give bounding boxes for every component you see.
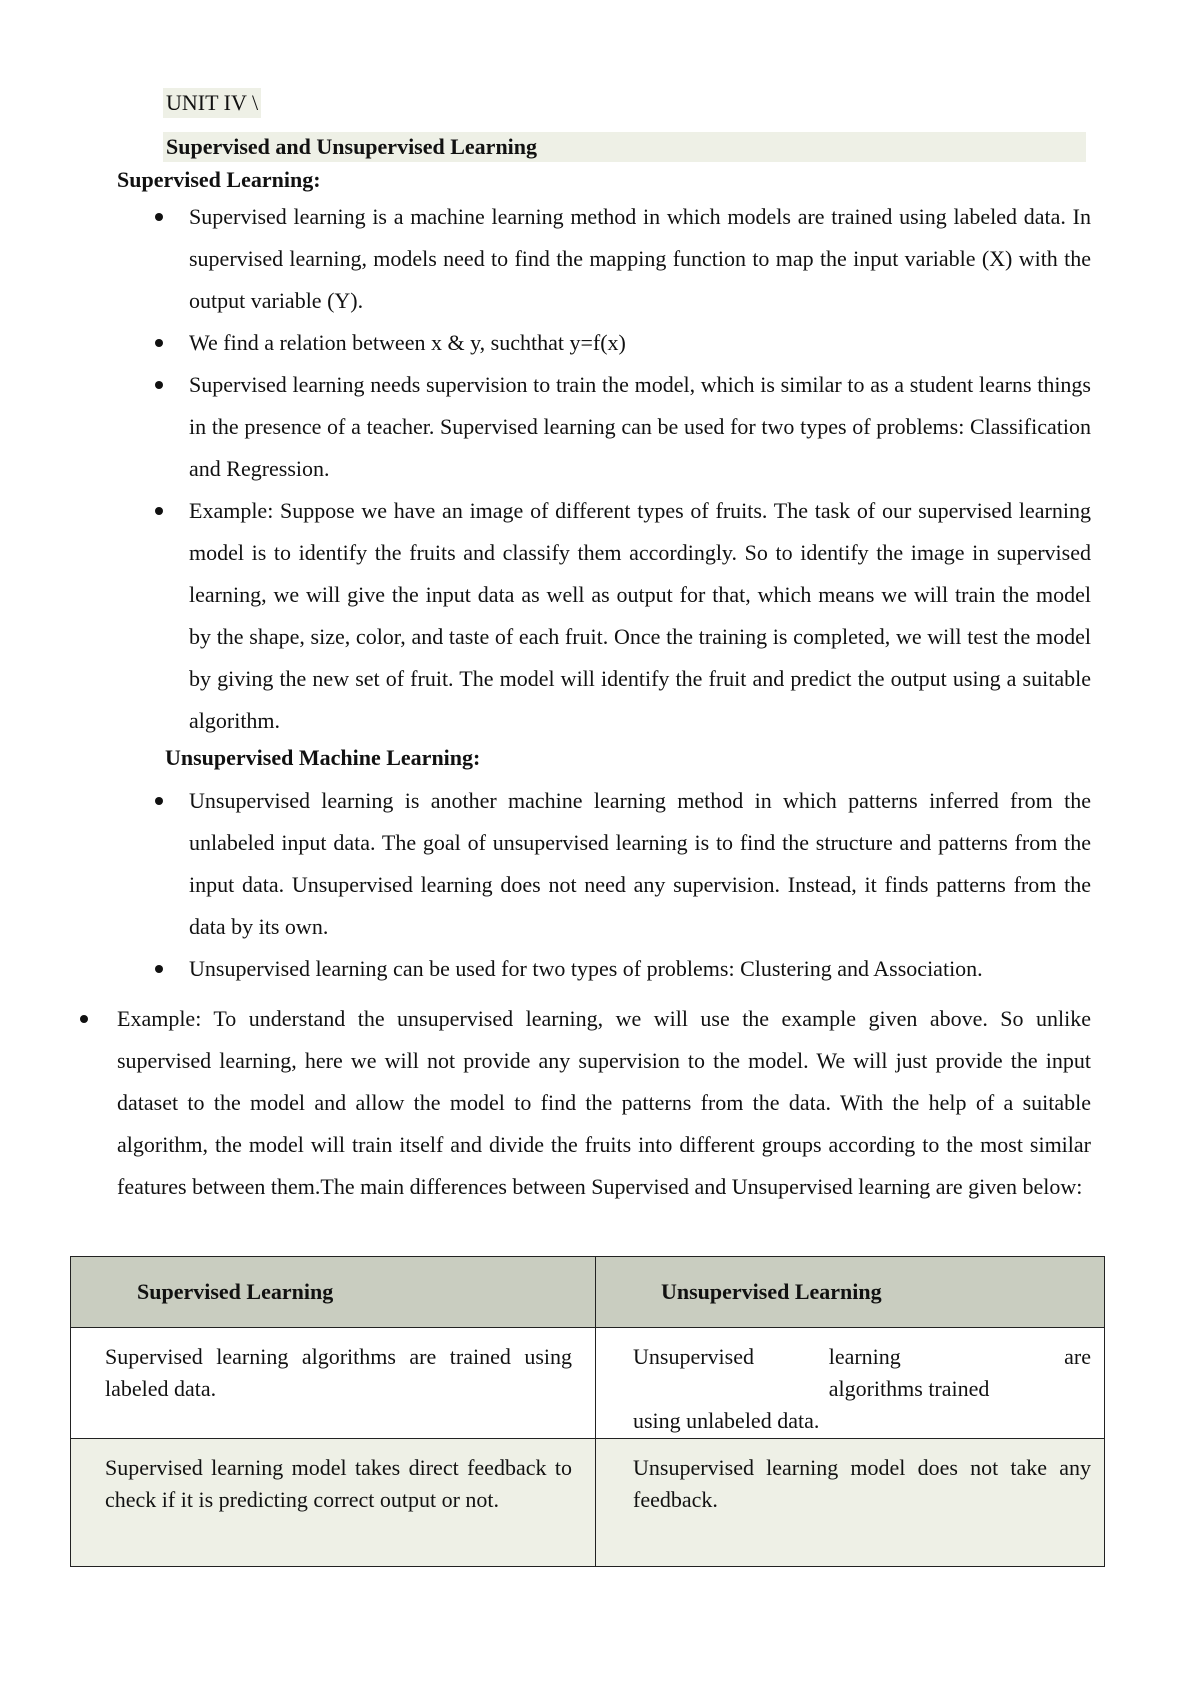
list-item: We find a relation between x & y, suchthat y=f(x)	[189, 322, 1091, 364]
list-item: Example: To understand the unsupervised learning, we will use the example given above. So unlike supervised learning, here we will not provide any supervision to the model. We will just provide the input dataset to the model and allow the model to find the patterns from the data. With the help of a suitable algorithm, the model will train itself and divide the fruits into different groups according to the most similar features between them.The main differences between Supervised and Unsupervised learning are given below:	[117, 998, 1091, 1208]
table-header-row	[71, 1257, 1105, 1328]
list-item: Example: Suppose we have an image of different types of fruits. The task of our supervised learning model is to identify the fruits and classify them accordingly. So to identify the image in supervised learning, we will give the input data as well as output for that, which means we will train the model by the shape, size, color, and taste of each fruit. Once the training is completed, we will test the model by giving the new set of fruit. The model will identify the fruit and predict the output using a suitable algorithm.	[189, 490, 1091, 742]
bullet-icon	[155, 507, 163, 515]
table-header-cell: Supervised Learning	[71, 1257, 596, 1328]
table-row	[71, 1328, 1105, 1439]
bullet-icon	[80, 1015, 88, 1023]
table-cell: Supervised learning algorithms are trained using labeled data.	[71, 1328, 596, 1439]
table-cell: Unsupervised learning algorithms trained are using unlabeled data.	[596, 1328, 1105, 1439]
comparison-table	[70, 1256, 1105, 1567]
table-cell: Supervised learning model takes direct feedback to check if it is predicting correct output or not.	[71, 1439, 596, 1567]
table-cell: Unsupervised learning model does not take any feedback.	[596, 1439, 1105, 1567]
supervised-bullet-list	[189, 196, 1091, 742]
unit-title: UNIT IV \	[163, 88, 261, 118]
bullet-icon	[155, 965, 163, 973]
bullet-icon	[155, 797, 163, 805]
table-header-cell: Unsupervised Learning	[596, 1257, 1105, 1328]
example-bullet-list	[117, 998, 1091, 1208]
supervised-heading: Supervised Learning:	[117, 167, 321, 192]
bullet-icon	[155, 381, 163, 389]
table-row	[71, 1439, 1105, 1567]
list-item: Unsupervised learning is another machine learning method in which patterns inferred from the unlabeled input data. The goal of unsupervised learning is to find the structure and patterns from the input data. Unsupervised learning does not need any supervision. Instead, it finds patterns from the data by its own.	[189, 780, 1091, 948]
unsupervised-heading: Unsupervised Machine Learning:	[165, 745, 481, 770]
bullet-icon	[155, 213, 163, 221]
list-item: Supervised learning is a machine learning method in which models are trained using labeled data. In supervised learning, models need to find the mapping function to map the input variable (X) with the output variable (Y).	[189, 196, 1091, 322]
bullet-icon	[155, 339, 163, 347]
list-item: Unsupervised learning can be used for two types of problems: Clustering and Association.	[189, 948, 1091, 990]
unsupervised-bullet-list	[189, 780, 1091, 990]
list-item: Supervised learning needs supervision to train the model, which is similar to as a student learns things in the presence of a teacher. Supervised learning can be used for two types of problems: Classification and Regression.	[189, 364, 1091, 490]
subject-title: Supervised and Unsupervised Learning	[163, 132, 1086, 162]
